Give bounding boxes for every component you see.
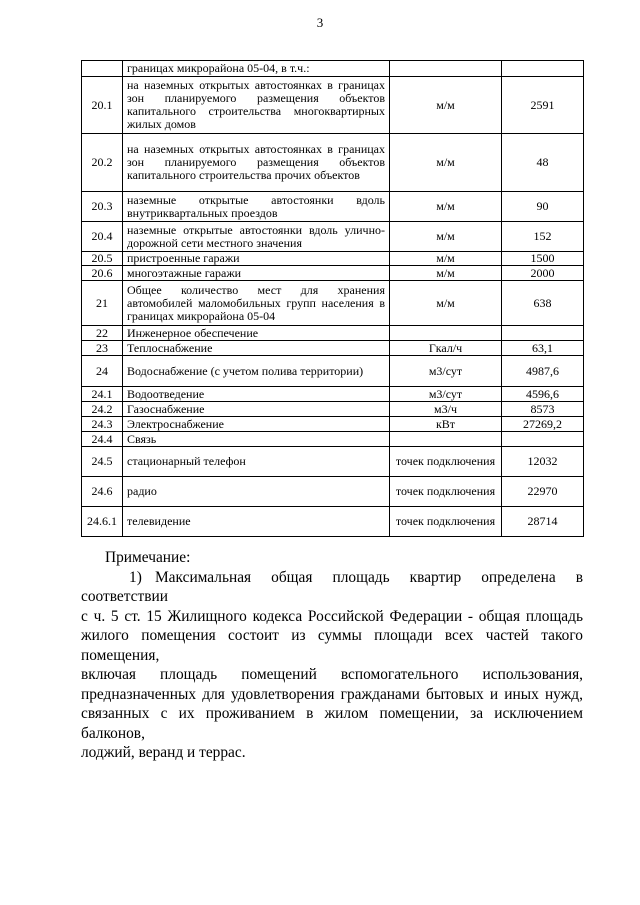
row-value: 4596,6 xyxy=(502,387,584,402)
row-number: 22 xyxy=(82,326,123,341)
row-value: 27269,2 xyxy=(502,417,584,432)
row-unit: м/м xyxy=(390,192,502,222)
row-number: 24.6 xyxy=(82,477,123,507)
page-number: 3 xyxy=(316,15,324,30)
row-name: телевидение xyxy=(123,507,390,537)
indicators-table xyxy=(81,60,584,537)
row-unit: м/м xyxy=(390,134,502,192)
row-unit: м3/ч xyxy=(390,402,502,417)
table-row xyxy=(82,266,584,281)
row-number: 20.6 xyxy=(82,266,123,281)
table-row xyxy=(82,507,584,537)
row-number xyxy=(82,61,123,77)
row-value: 28714 xyxy=(502,507,584,537)
table-row xyxy=(82,134,584,192)
note-marker: 1) xyxy=(129,568,142,586)
row-unit: м/м xyxy=(390,77,502,134)
table-row xyxy=(82,447,584,477)
table-row xyxy=(82,432,584,447)
row-unit xyxy=(390,61,502,77)
row-value: 152 xyxy=(502,222,584,252)
row-name: Газоснабжение xyxy=(123,402,390,417)
row-value xyxy=(502,432,584,447)
row-name: Инженерное обеспечение xyxy=(123,326,390,341)
row-value: 1500 xyxy=(502,252,584,266)
row-name: Водоотведение xyxy=(123,387,390,402)
row-unit: м/м xyxy=(390,281,502,326)
row-name: Теплоснабжение xyxy=(123,341,390,356)
row-name: стационарный телефон xyxy=(123,447,390,477)
row-value: 48 xyxy=(502,134,584,192)
row-name: наземные открытые автостоянки вдоль внутриквартальных проездов xyxy=(123,192,390,222)
table-row xyxy=(82,61,584,77)
row-number: 24.4 xyxy=(82,432,123,447)
row-number: 24.1 xyxy=(82,387,123,402)
row-name: на наземных открытых автостоянках в границах зон планируемого размещения объектов капитального строительства многоквартирных жилых домов xyxy=(123,77,390,134)
row-value: 4987,6 xyxy=(502,356,584,387)
row-unit: м/м xyxy=(390,252,502,266)
table-row xyxy=(82,281,584,326)
note-line: предназначенных для удовлетворения гражданами бытовых и иных нужд, xyxy=(81,685,583,703)
row-number: 24.3 xyxy=(82,417,123,432)
note-line: 1) Максимальная общая площадь квартир определена в соответствии xyxy=(81,568,583,605)
row-number: 20.4 xyxy=(82,222,123,252)
row-value: 90 xyxy=(502,192,584,222)
note-block xyxy=(81,548,583,763)
note-title: Примечание: xyxy=(105,549,191,566)
row-number: 23 xyxy=(82,341,123,356)
row-name: на наземных открытых автостоянках в границах зон планируемого размещения объектов капитального строительства прочих объектов xyxy=(123,134,390,192)
row-value: 22970 xyxy=(502,477,584,507)
row-unit: м/м xyxy=(390,222,502,252)
row-unit: кВт xyxy=(390,417,502,432)
row-value: 12032 xyxy=(502,447,584,477)
row-value: 2000 xyxy=(502,266,584,281)
row-unit: точек подключения xyxy=(390,507,502,537)
row-number: 21 xyxy=(82,281,123,326)
row-unit xyxy=(390,432,502,447)
table-row xyxy=(82,356,584,387)
row-number: 20.5 xyxy=(82,252,123,266)
row-unit: точек подключения xyxy=(390,477,502,507)
table-row xyxy=(82,417,584,432)
row-name: границах микрорайона 05-04, в т.ч.: xyxy=(123,61,390,77)
table-row xyxy=(82,77,584,134)
row-value xyxy=(502,326,584,341)
table-row xyxy=(82,252,584,266)
row-unit: м3/сут xyxy=(390,387,502,402)
row-value xyxy=(502,61,584,77)
note-line: связанных с их проживанием в жилом помещении, за исключением балконов, xyxy=(81,705,583,742)
table-row xyxy=(82,387,584,402)
row-name: Водоснабжение (с учетом полива территории) xyxy=(123,356,390,387)
table-row xyxy=(82,326,584,341)
row-number: 20.1 xyxy=(82,77,123,134)
row-number: 20.3 xyxy=(82,192,123,222)
note-line: включая площадь помещений вспомогательного использования, xyxy=(81,666,583,683)
row-number: 20.2 xyxy=(82,134,123,192)
table-row xyxy=(82,341,584,356)
row-name: Общее количество мест для хранения автомобилей маломобильных групп населения в границах микрорайона 05-04 xyxy=(123,281,390,326)
row-unit: м/м xyxy=(390,266,502,281)
row-value: 638 xyxy=(502,281,584,326)
note-line: с ч. 5 ст. 15 Жилищного кодекса Российской Федерации - общая площадь xyxy=(81,607,583,625)
row-number: 24 xyxy=(82,356,123,387)
table-row xyxy=(82,477,584,507)
row-number: 24.2 xyxy=(82,402,123,417)
row-value: 63,1 xyxy=(502,341,584,356)
row-number: 24.5 xyxy=(82,447,123,477)
table-row xyxy=(82,222,584,252)
row-value: 2591 xyxy=(502,77,584,134)
row-unit xyxy=(390,326,502,341)
row-name: наземные открытые автостоянки вдоль улично-дорожной сети местного значения xyxy=(123,222,390,252)
row-name: Связь xyxy=(123,432,390,447)
row-unit: Гкал/ч xyxy=(390,341,502,356)
note-text xyxy=(81,568,583,763)
row-name: многоэтажные гаражи xyxy=(123,266,390,281)
row-value: 8573 xyxy=(502,402,584,417)
row-unit: точек подключения xyxy=(390,447,502,477)
row-name: Электроснабжение xyxy=(123,417,390,432)
row-name: пристроенные гаражи xyxy=(123,252,390,266)
table-row xyxy=(82,192,584,222)
note-line: лоджий, веранд и террас. xyxy=(81,744,246,761)
note-line: жилого помещения состоит из суммы площади всех частей такого помещения, xyxy=(81,627,583,664)
table-row xyxy=(82,402,584,417)
row-number: 24.6.1 xyxy=(82,507,123,537)
row-name: радио xyxy=(123,477,390,507)
row-unit: м3/сут xyxy=(390,356,502,387)
